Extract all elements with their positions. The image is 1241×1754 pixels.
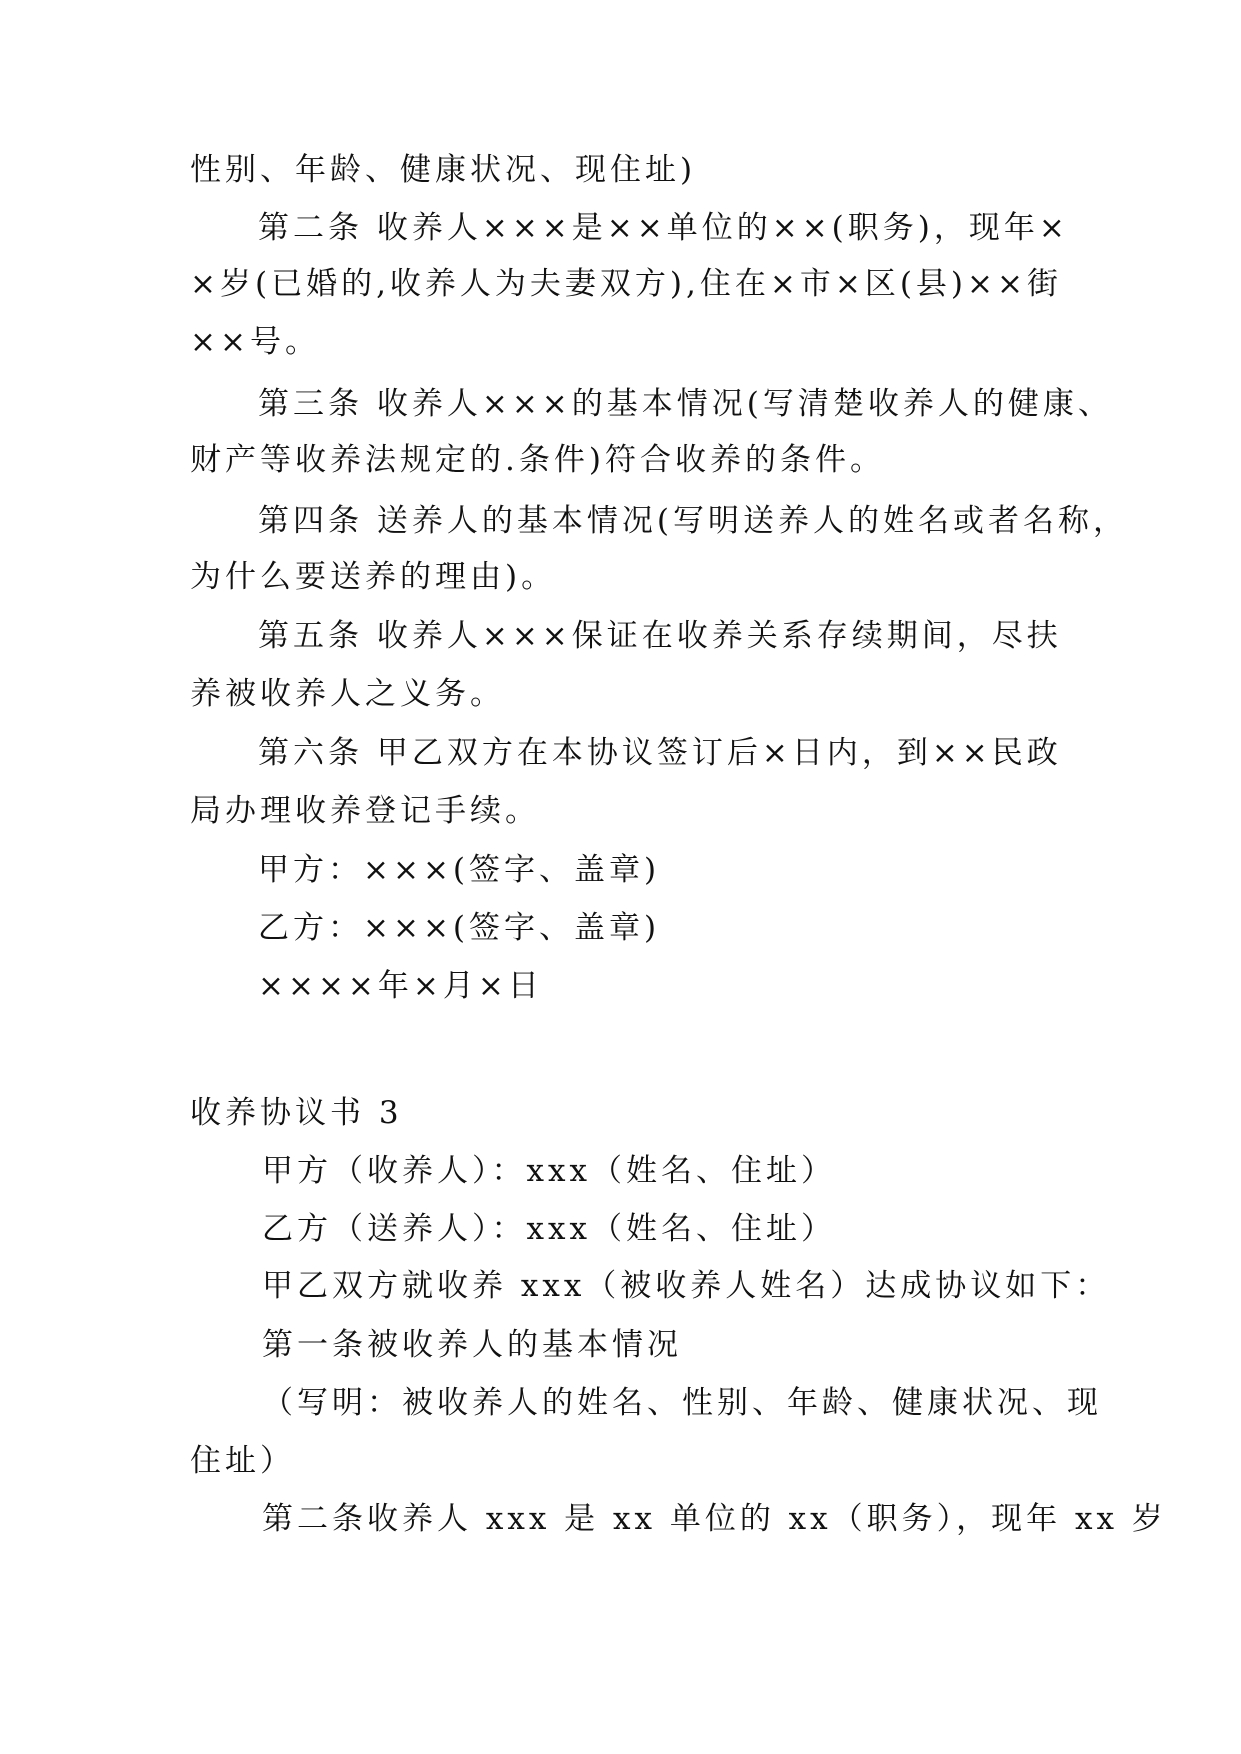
agreement-intro: 甲乙双方就收养 xxx（被收养人姓名）达成协议如下： [262, 1268, 1111, 1304]
text-line: 局办理收养登记手续。 [190, 793, 540, 829]
article-1-line: 第一条被收养人的基本情况 [262, 1327, 682, 1363]
section-title: 收养协议书 3 [190, 1095, 403, 1131]
party-b-signature: 乙方：×××(签字、盖章) [258, 910, 661, 946]
text-line: 为什么要送养的理由)。 [190, 559, 557, 595]
article-4-line: 第四条 送养人的基本情况(写明送养人的姓名或者名称， [258, 503, 1128, 539]
text-line: 性别、年龄、健康状况、现住址) [190, 152, 697, 188]
text-line: ×岁(已婚的,收养人为夫妻双方),住在×市×区(县)××街 [190, 266, 1062, 302]
text-line: （写明：被收养人的姓名、性别、年龄、健康状况、现 [262, 1385, 1102, 1421]
article-2-line: 第二条 收养人×××是××单位的××(职务)，现年× [258, 210, 1069, 246]
text-line: 财产等收养法规定的.条件)符合收养的条件。 [190, 442, 885, 478]
article-6-line: 第六条 甲乙双方在本协议签订后×日内，到××民政 [258, 735, 1062, 771]
article-5-line: 第五条 收养人×××保证在收养关系存续期间，尽扶 [258, 618, 1062, 654]
text-line: 养被收养人之义务。 [190, 676, 505, 712]
party-b-line: 乙方（送养人）：xxx（姓名、住址） [262, 1211, 836, 1247]
text-line: 住址） [190, 1443, 295, 1479]
party-a-signature: 甲方：×××(签字、盖章) [258, 852, 661, 888]
article-2-line: 第二条收养人 xxx 是 xx 单位的 xx（职务），现年 xx 岁 [262, 1501, 1167, 1537]
party-a-line: 甲方（收养人）：xxx（姓名、住址） [262, 1153, 836, 1189]
date-line: ××××年×月×日 [258, 968, 543, 1004]
article-3-line: 第三条 收养人×××的基本情况(写清楚收养人的健康、 [258, 386, 1113, 422]
text-line: ××号。 [190, 324, 320, 360]
